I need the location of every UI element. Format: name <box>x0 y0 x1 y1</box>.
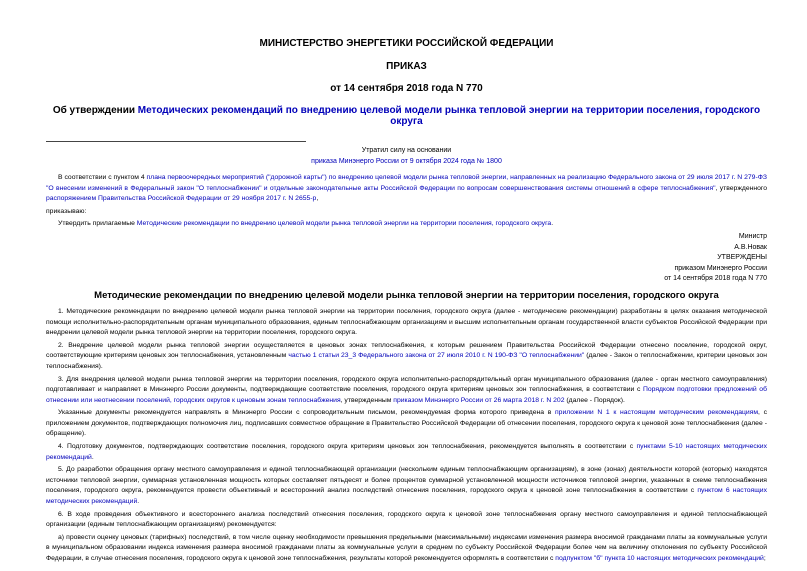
signature-block <box>46 232 767 285</box>
order-title-prefix: Об утверждении <box>52 105 138 116</box>
lost-force-line: Утратил силу на основании <box>361 147 452 154</box>
paragraph-6-a <box>46 533 767 565</box>
paragraph-3-2 <box>46 408 767 440</box>
signature-name: А.В.Новак <box>734 243 767 251</box>
order-202-link[interactable]: приказом Минэнерго России от 26 марта 2018 г. N 202 <box>393 396 565 404</box>
procedure-link[interactable]: Порядком подготовки предложений об отнесении или неотнесении поселений, городских округов к ценовым зонам теплоснабжения <box>46 386 767 404</box>
paragraph-3-text-b: , утвержденным <box>340 396 394 404</box>
subpoint-b-link[interactable]: подпунктом "б" пункта 10 настоящих методических рекомендаций <box>555 555 764 562</box>
paragraph-6-a-text-b: ; <box>763 555 766 562</box>
appendix-1-link[interactable]: приложении N 1 к настоящим методическим рекомендациям <box>554 409 759 417</box>
paragraph-5 <box>46 465 767 507</box>
paragraph-3-text-c: (далее - Порядок). <box>564 396 625 404</box>
paragraph-4-text-a: 4. Подготовку документов, подтверждающих соответствие поселения, городского округа критериям ценовых зон теплоснабжения, рекомендуется выполнять в соответствии с <box>58 443 637 451</box>
paragraph-3-2-text-b: , с приложением документов, подтверждающих полномочия лиц, подписавших совместное обращение в Правительство Российской Федерации об отнесении поселения, городского округа к ценовой зоне теплоснабжения (далее - обращение). <box>46 409 767 438</box>
paragraph-5-text-b: . <box>137 498 140 506</box>
point-6-link[interactable]: пунктом 6 настоящих методических рекомендаций <box>46 487 767 506</box>
lost-force-note <box>46 145 767 167</box>
signature-position: Министр <box>738 232 767 240</box>
paragraph-4 <box>46 442 767 463</box>
preamble-text-2: , утвержденного <box>715 184 768 192</box>
paragraph-2-text-a: 2. Внедрение целевой модели рынка тепловой энергии осуществляется в ценовых зонах теплоснабжения, к которым решением Правительства Российской Федерации отнесено поселение, городской округ, соответствующие критериям ценовых зон теплоснабжения, установленным <box>46 341 767 360</box>
recommendations-link[interactable]: Методические рекомендации по внедрению целевой модели рынка тепловой энергии на территории поселения, городского округа <box>136 220 552 228</box>
lost-force-link[interactable]: приказа Минэнерго России от 9 октября 2024 года № 1800 <box>311 158 502 165</box>
order-label: ПРИКАЗ <box>386 61 427 72</box>
order-title-link[interactable]: Методических рекомендаций по внедрению целевой модели рынка тепловой энергии на территории поселения, городского округа <box>137 105 761 127</box>
paragraph-2-text-b: (далее - Закон о теплоснабжении, критерии ценовых зон теплоснабжения). <box>46 352 767 370</box>
paragraph-1: 1. Методические рекомендации по внедрению целевой модели рынка тепловой энергии на территории поселения, городского округа (далее - методические рекомендации) разработаны в целях оказания методической помощи исполнительно-распорядительным органам муниципального образования, единым теплоснабжающим организациям и высшим исполнительным органам государственной власти субъектов Российской Федерации при внедрении целевой модели рынка тепловой энергии на территории поселения, городского округа. <box>46 307 767 337</box>
preamble-text-1: В соответствии с пунктом 4 <box>58 174 147 181</box>
approve-paragraph <box>46 219 767 230</box>
order-title <box>46 105 767 127</box>
preamble-text-3: , <box>316 195 319 203</box>
points-5-10-link[interactable]: пунктами 5-10 настоящих методических рекомендаций <box>46 443 767 461</box>
ministry-heading: МИНИСТЕРСТВО ЭНЕРГЕТИКИ РОССИЙСКОЙ ФЕДЕРАЦИИ <box>259 38 554 49</box>
recommendations-title: Методические рекомендации по внедрению целевой модели рынка тепловой энергии на территории поселения, городского округа <box>94 289 719 301</box>
approve-end: . <box>551 220 554 228</box>
approve-text: Утвердить прилагаемые <box>58 220 137 228</box>
paragraph-6: 6. В ходе проведения объективного и всестороннего анализа последствий отнесения поселения, городского округа к ценовой зоне теплоснабжения органу местного самоуправления и единой теплоснабжающей организации (единым теплоснабжающим организациям) рекомендуется: <box>46 510 767 529</box>
paragraph-2 <box>46 341 767 373</box>
paragraph-6-a-text-a: а) провести оценку ценовых (тарифных) последствий, в том числе оценку необходимости превышения предельными (максимальными) индексами изменения размера вносимой гражданами платы за коммунальные услуги в муниципальном образовании индекса изменения размера вносимой гражданами платы за коммунальные услуги в среднем по субъекту Российской Федерации более чем на величину отклонения по субъекту Российской Федерации, в случае отнесения поселения, городского округа к ценовой зоне теплоснабжения, результаты которой рекомендуется оформлять в соответствии с <box>46 533 767 562</box>
approved-date: от 14 сентября 2018 года N 770 <box>664 275 767 283</box>
approved-by-order: приказом Минэнерго России <box>674 264 767 272</box>
order-date: от 14 сентября 2018 года N 770 <box>330 83 483 94</box>
divider <box>46 141 306 142</box>
law-link[interactable]: частью 1 статьи 23_3 Федерального закона от 27 июля 2010 г. N 190-ФЗ "О теплоснабжении" <box>288 352 585 360</box>
paragraph-5-text-a: 5. До разработки обращения органу местного самоуправления и единой теплоснабжающей организации (нескольким единым теплоснабжающим организациям), в зоне (зонах) деятельности которой (которых) находятся источники тепловой энергии, суммарная установленная мощность которых составляет пятьдесят и более процентов суммарной установленной мощности источников тепловой энергии, указанных в схеме теплоснабжения поселения, городского округа, рекомендуется провести объективный и всесторонний анализ последствий отнесения поселения, городского округа к ценовой зоне теплоснабжения в соответствии с <box>46 466 767 495</box>
paragraph-4-text-b: . <box>91 453 94 461</box>
decree-link[interactable]: распоряжением Правительства Российской Федерации от 29 ноября 2017 г. N 2655-р <box>46 195 317 203</box>
approved-label: УТВЕРЖДЕНЫ <box>717 254 767 262</box>
paragraph-3 <box>46 375 767 407</box>
order-word: приказываю: <box>46 207 87 215</box>
paragraph-3-text-a: 3. Для внедрения целевой модели рынка тепловой энергии на территории поселения, городского округа исполнительно-распорядительный орган муниципального образования (далее - орган местного самоуправления) подготавливает и направляет в Минэнерго России документы, подтверждающие соответствие поселения, городского округа критериям ценовых зон теплоснабжения, в соответствии с <box>46 375 767 394</box>
plan-link[interactable]: плана первоочередных мероприятий ("дорожной карты") по внедрению целевой модели рынка тепловой энергии, направленных на реализацию Федерального закона от 29 июля 2017 г. N 279-ФЗ "О внесении изменений в Федеральный закон "О теплоснабжении" и отдельные законодательные акты Российской Федерации по вопросам совершенствования системы отношений в сфере теплоснабжения" <box>46 174 767 192</box>
preamble-paragraph <box>46 173 767 205</box>
paragraph-3-2-text-a: Указанные документы рекомендуется направлять в Минэнерго России с сопроводительным письмом, рекомендуемая форма которого приведена в <box>58 409 555 417</box>
